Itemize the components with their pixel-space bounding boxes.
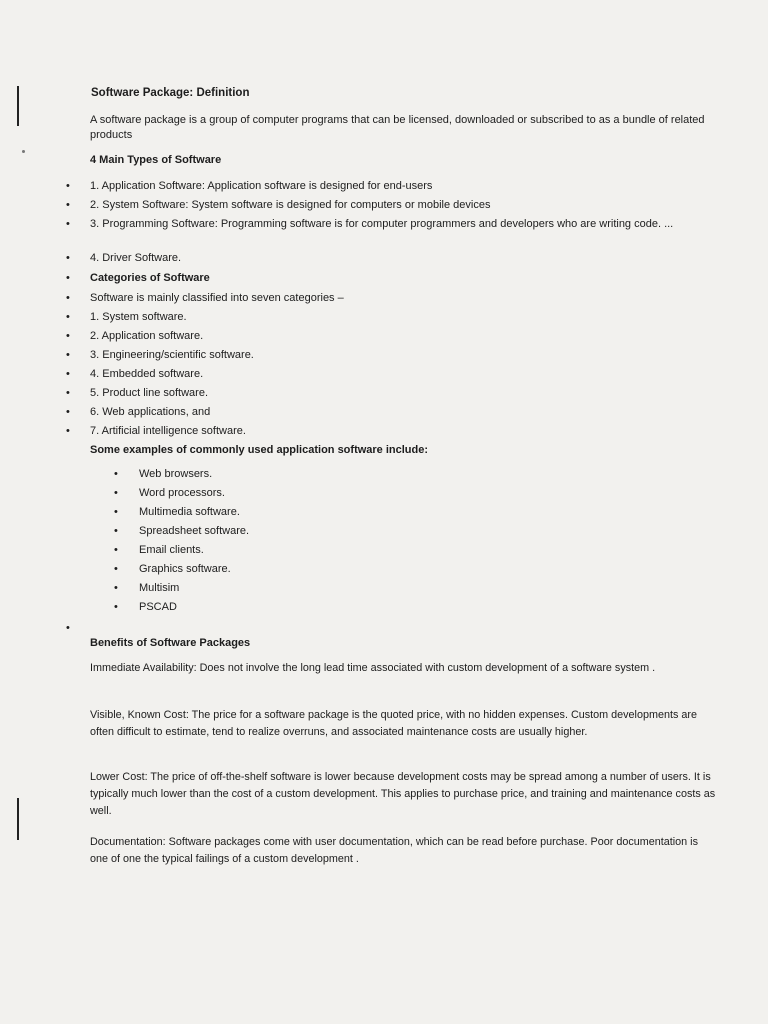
bullet-icon: • [66, 180, 70, 192]
bullet-icon: • [114, 563, 118, 575]
examples-item-6: Graphics software. [139, 563, 231, 575]
bullet-icon: • [66, 199, 70, 211]
benefit-visible-known-cost: Visible, Known Cost: The price for a software package is the quoted price, with no hidden expenses. Custom developments are often difficult to estimate, tend to realize overruns, and associated maintenance costs are usually higher. [90, 709, 697, 738]
bullet-icon: • [66, 406, 70, 418]
bullet-icon: • [66, 387, 70, 399]
types-item-1: 1. Application Software: Application software is designed for end-users [90, 180, 433, 192]
types-item-2: 2. System Software: System software is designed for computers or mobile devices [90, 199, 491, 211]
bullet-icon: • [114, 468, 118, 480]
bullet-icon: • [66, 218, 70, 230]
bullet-icon: • [114, 601, 118, 613]
examples-item-5: Email clients. [139, 544, 204, 556]
examples-item-8: PSCAD [139, 601, 177, 613]
categories-item-4: 4. Embedded software. [90, 368, 204, 380]
scan-speck [22, 150, 25, 153]
bullet-icon: • [114, 544, 118, 556]
types-item-3: 3. Programming Software: Programming software is for computer programmers and developers who are writing code. ... [90, 218, 674, 230]
margin-mark-bottom [17, 798, 19, 840]
categories-item-1: 1. System software. [90, 311, 187, 323]
definition-text: A software package is a group of computer programs that can be licensed, downloaded or subscribed to as a bundle of related products [90, 114, 705, 141]
categories-item-6: 6. Web applications, and [90, 406, 211, 418]
bullet-icon: • [66, 311, 70, 323]
examples-heading: Some examples of commonly used application software include: [90, 444, 429, 456]
examples-item-1: Web browsers. [139, 468, 213, 480]
categories-intro: Software is mainly classified into seven categories – [90, 292, 344, 304]
bullet-icon: • [114, 487, 118, 499]
examples-item-2: Word processors. [139, 487, 225, 499]
categories-item-7: 7. Artificial intelligence software. [90, 425, 246, 437]
examples-item-3: Multimedia software. [139, 506, 240, 518]
bullet-icon: • [66, 622, 70, 634]
bullet-icon: • [114, 506, 118, 518]
types-item-4: 4. Driver Software. [90, 252, 182, 264]
bullet-icon: • [114, 582, 118, 594]
bullet-icon: • [66, 330, 70, 342]
examples-item-7: Multisim [139, 582, 180, 594]
categories-heading: Categories of Software [90, 272, 210, 284]
benefit-immediate-availability: Immediate Availability: Does not involve the long lead time associated with custom development of a software system . [90, 662, 656, 674]
benefits-heading: Benefits of Software Packages [90, 637, 251, 649]
categories-item-5: 5. Product line software. [90, 387, 209, 399]
types-heading: 4 Main Types of Software [90, 154, 222, 166]
bullet-icon: • [66, 425, 70, 437]
benefit-documentation: Documentation: Software packages come with user documentation, which can be read before purchase. Poor documentation is one of one the typical failings of a custom development . [90, 836, 698, 865]
margin-mark-top [17, 86, 19, 126]
bullet-icon: • [66, 349, 70, 361]
categories-item-3: 3. Engineering/scientific software. [90, 349, 254, 361]
bullet-icon: • [66, 292, 70, 304]
bullet-icon: • [66, 272, 70, 284]
bullet-icon: • [66, 368, 70, 380]
bullet-icon: • [66, 252, 70, 264]
categories-item-2: 2. Application software. [90, 330, 204, 342]
benefit-lower-cost: Lower Cost: The price of off-the-shelf software is lower because development costs may be spread among a number of users. It is typically much lower than the cost of a custom development. This applies to purchase price, and training and maintenance costs as well. [90, 771, 716, 817]
examples-item-4: Spreadsheet software. [139, 525, 250, 537]
bullet-icon: • [114, 525, 118, 537]
definition-heading: Software Package: Definition [91, 87, 250, 99]
